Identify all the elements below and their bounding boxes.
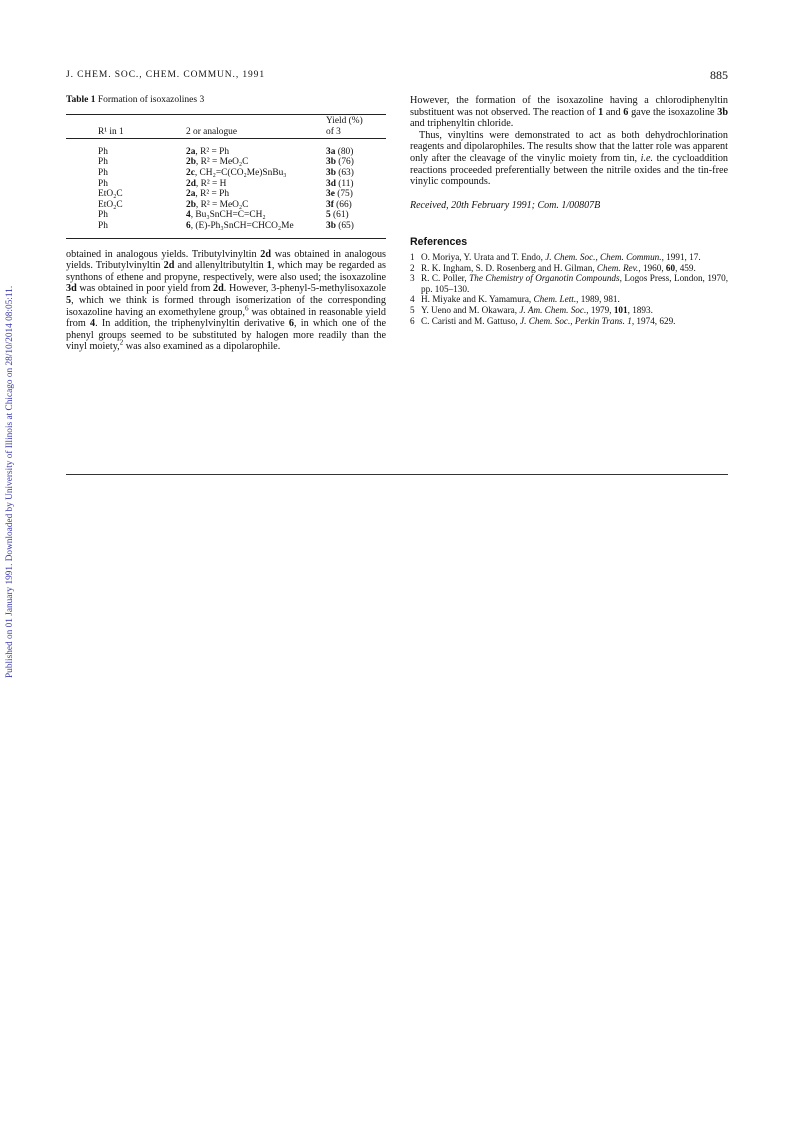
- table-row: [66, 179, 386, 190]
- col3-header-line1: Yield (%): [326, 115, 363, 126]
- table-row: [66, 210, 386, 221]
- body-paragraph: However, the formation of the isoxazoline having a chlorodiphenyltin substituent was not observed. The reaction of 1 and 6 gave the isoxazoline 3b and triphenyltin chloride.: [410, 95, 728, 130]
- reference-item: 6 C. Caristi and M. Gattuso, J. Chem. Soc., Perkin Trans. 1, 1974, 629.: [410, 315, 676, 326]
- cell-dipolarophile: 2a, R² = Ph: [186, 146, 230, 157]
- body-paragraph: Thus, vinyltins were demonstrated to act as both dehydrochlorination reagents and dipolarophiles. The results show that the latter role was apparent only after the cleavage of the vinylic moiety from tin, i.e. the cycloaddition reactions proceeded preferentially between the nitrile oxides and the tin-free vinylic compounds.: [410, 129, 729, 188]
- cell-dipolarophile: 2b, R² = MeO₂C: [186, 157, 249, 168]
- reference-item: 3 R. C. Poller, The Chemistry of Organotin Compounds, Logos Press, London, 1970, pp. 105–130.: [410, 273, 728, 294]
- cell-yield: 3b (63): [326, 167, 354, 178]
- cell-yield: 3e (75): [326, 189, 353, 200]
- col3-header-line2: of 3: [326, 127, 341, 138]
- cell-r1: Ph: [98, 178, 108, 189]
- reference-item: 1 O. Moriya, Y. Urata and T. Endo, J. Chem. Soc., Chem. Commun., 1991, 17.: [410, 251, 701, 262]
- table-row: [66, 168, 386, 179]
- page-number: 885: [710, 68, 728, 82]
- table-label: Table 1: [66, 95, 96, 105]
- cell-r1: Ph: [98, 210, 108, 221]
- references-list: [410, 252, 728, 326]
- cell-yield: 3f (66): [326, 199, 352, 210]
- table-row: [66, 221, 386, 238]
- running-head: J. CHEM. SOC., CHEM. COMMUN., 1991: [66, 70, 265, 80]
- table-caption: [66, 95, 386, 107]
- cell-yield: 3d (11): [326, 178, 354, 189]
- body-paragraph: obtained in analogous yields. Tributylvinyltin 2d was obtained in analogous yields. Tributylvinyltin 2d and allenyltributyltin 1, which may be regarded as synthons of ethene and propyne, respectively, were also used; the isoxazoline 3d was obtained in poor yield from 2d. However, 3-phenyl-5-methylisoxazole 5, which we think is formed through isomerization of the corresponding isoxazoline having an exomethylene group,$^6$ was obtained in reasonable yield from 4. In addition, the triphenylvinyltin derivative 6, in which one of the phenyl groups seemed to be substituted by halogen more readily than the vinyl moiety,$^2$ was also examined as a dipolarophile.: [66, 248, 387, 353]
- download-notice-text: Published on 01 January 1991. Downloaded by University of Illinois at Chicago on 28/10/2014 08:05:11.: [5, 285, 15, 678]
- col1-header: R¹ in 1: [98, 127, 124, 138]
- cell-r1: Ph: [98, 220, 108, 231]
- download-notice: [3, 240, 19, 680]
- received-line: Received, 20th February 1991; Com. 1/00807B: [410, 199, 601, 211]
- table-row: [66, 189, 386, 200]
- table-row: [66, 200, 386, 211]
- cell-yield: 3b (76): [326, 157, 354, 168]
- col2-header: 2 or analogue: [186, 127, 238, 138]
- cell-r1: EtO₂C: [98, 199, 123, 210]
- reference-item: 2 R. K. Ingham, S. D. Rosenberg and H. Gilman, Chem. Rev., 1960, 60, 459.: [410, 262, 696, 273]
- table-row: [66, 138, 386, 157]
- reference-item: 4 H. Miyake and K. Yamamura, Chem. Lett., 1989, 981.: [410, 294, 620, 305]
- cell-dipolarophile: 2a, R² = Ph: [186, 189, 230, 200]
- isoxazoline-table: [66, 114, 386, 239]
- table-row: [66, 157, 386, 168]
- left-column: [66, 95, 386, 353]
- table-title: Formation of isoxazolines 3: [97, 95, 205, 105]
- right-column: [410, 95, 728, 326]
- citation-2: 2: [119, 338, 124, 347]
- references-heading: References: [410, 236, 468, 249]
- cell-r1: Ph: [98, 157, 108, 168]
- citation-6: 6: [244, 304, 249, 313]
- cell-yield: 3a (80): [326, 146, 354, 157]
- cell-dipolarophile: 2d, R² = H: [186, 178, 227, 189]
- cell-dipolarophile: 2b, R² = MeO₂C: [186, 199, 249, 210]
- cell-yield: 5 (61): [326, 210, 349, 221]
- cell-r1: Ph: [98, 146, 108, 157]
- cell-dipolarophile: 6, (E)-Ph₃SnCH=CHCO₂Me: [186, 220, 294, 231]
- cell-dipolarophile: 4, Bu₃SnCH=C=CH₂: [186, 210, 266, 221]
- cell-r1: Ph: [98, 167, 108, 178]
- reference-item: 5 Y. Ueno and M. Okawara, J. Am. Chem. Soc., 1979, 101, 1893.: [410, 304, 653, 315]
- page-rule: [66, 474, 728, 475]
- cell-dipolarophile: 2c, CH₂=C(CO₂Me)SnBu₃: [186, 167, 287, 178]
- left-body-paragraph: [66, 249, 386, 353]
- cell-yield: 3b (65): [326, 220, 354, 231]
- cell-r1: EtO₂C: [98, 189, 123, 200]
